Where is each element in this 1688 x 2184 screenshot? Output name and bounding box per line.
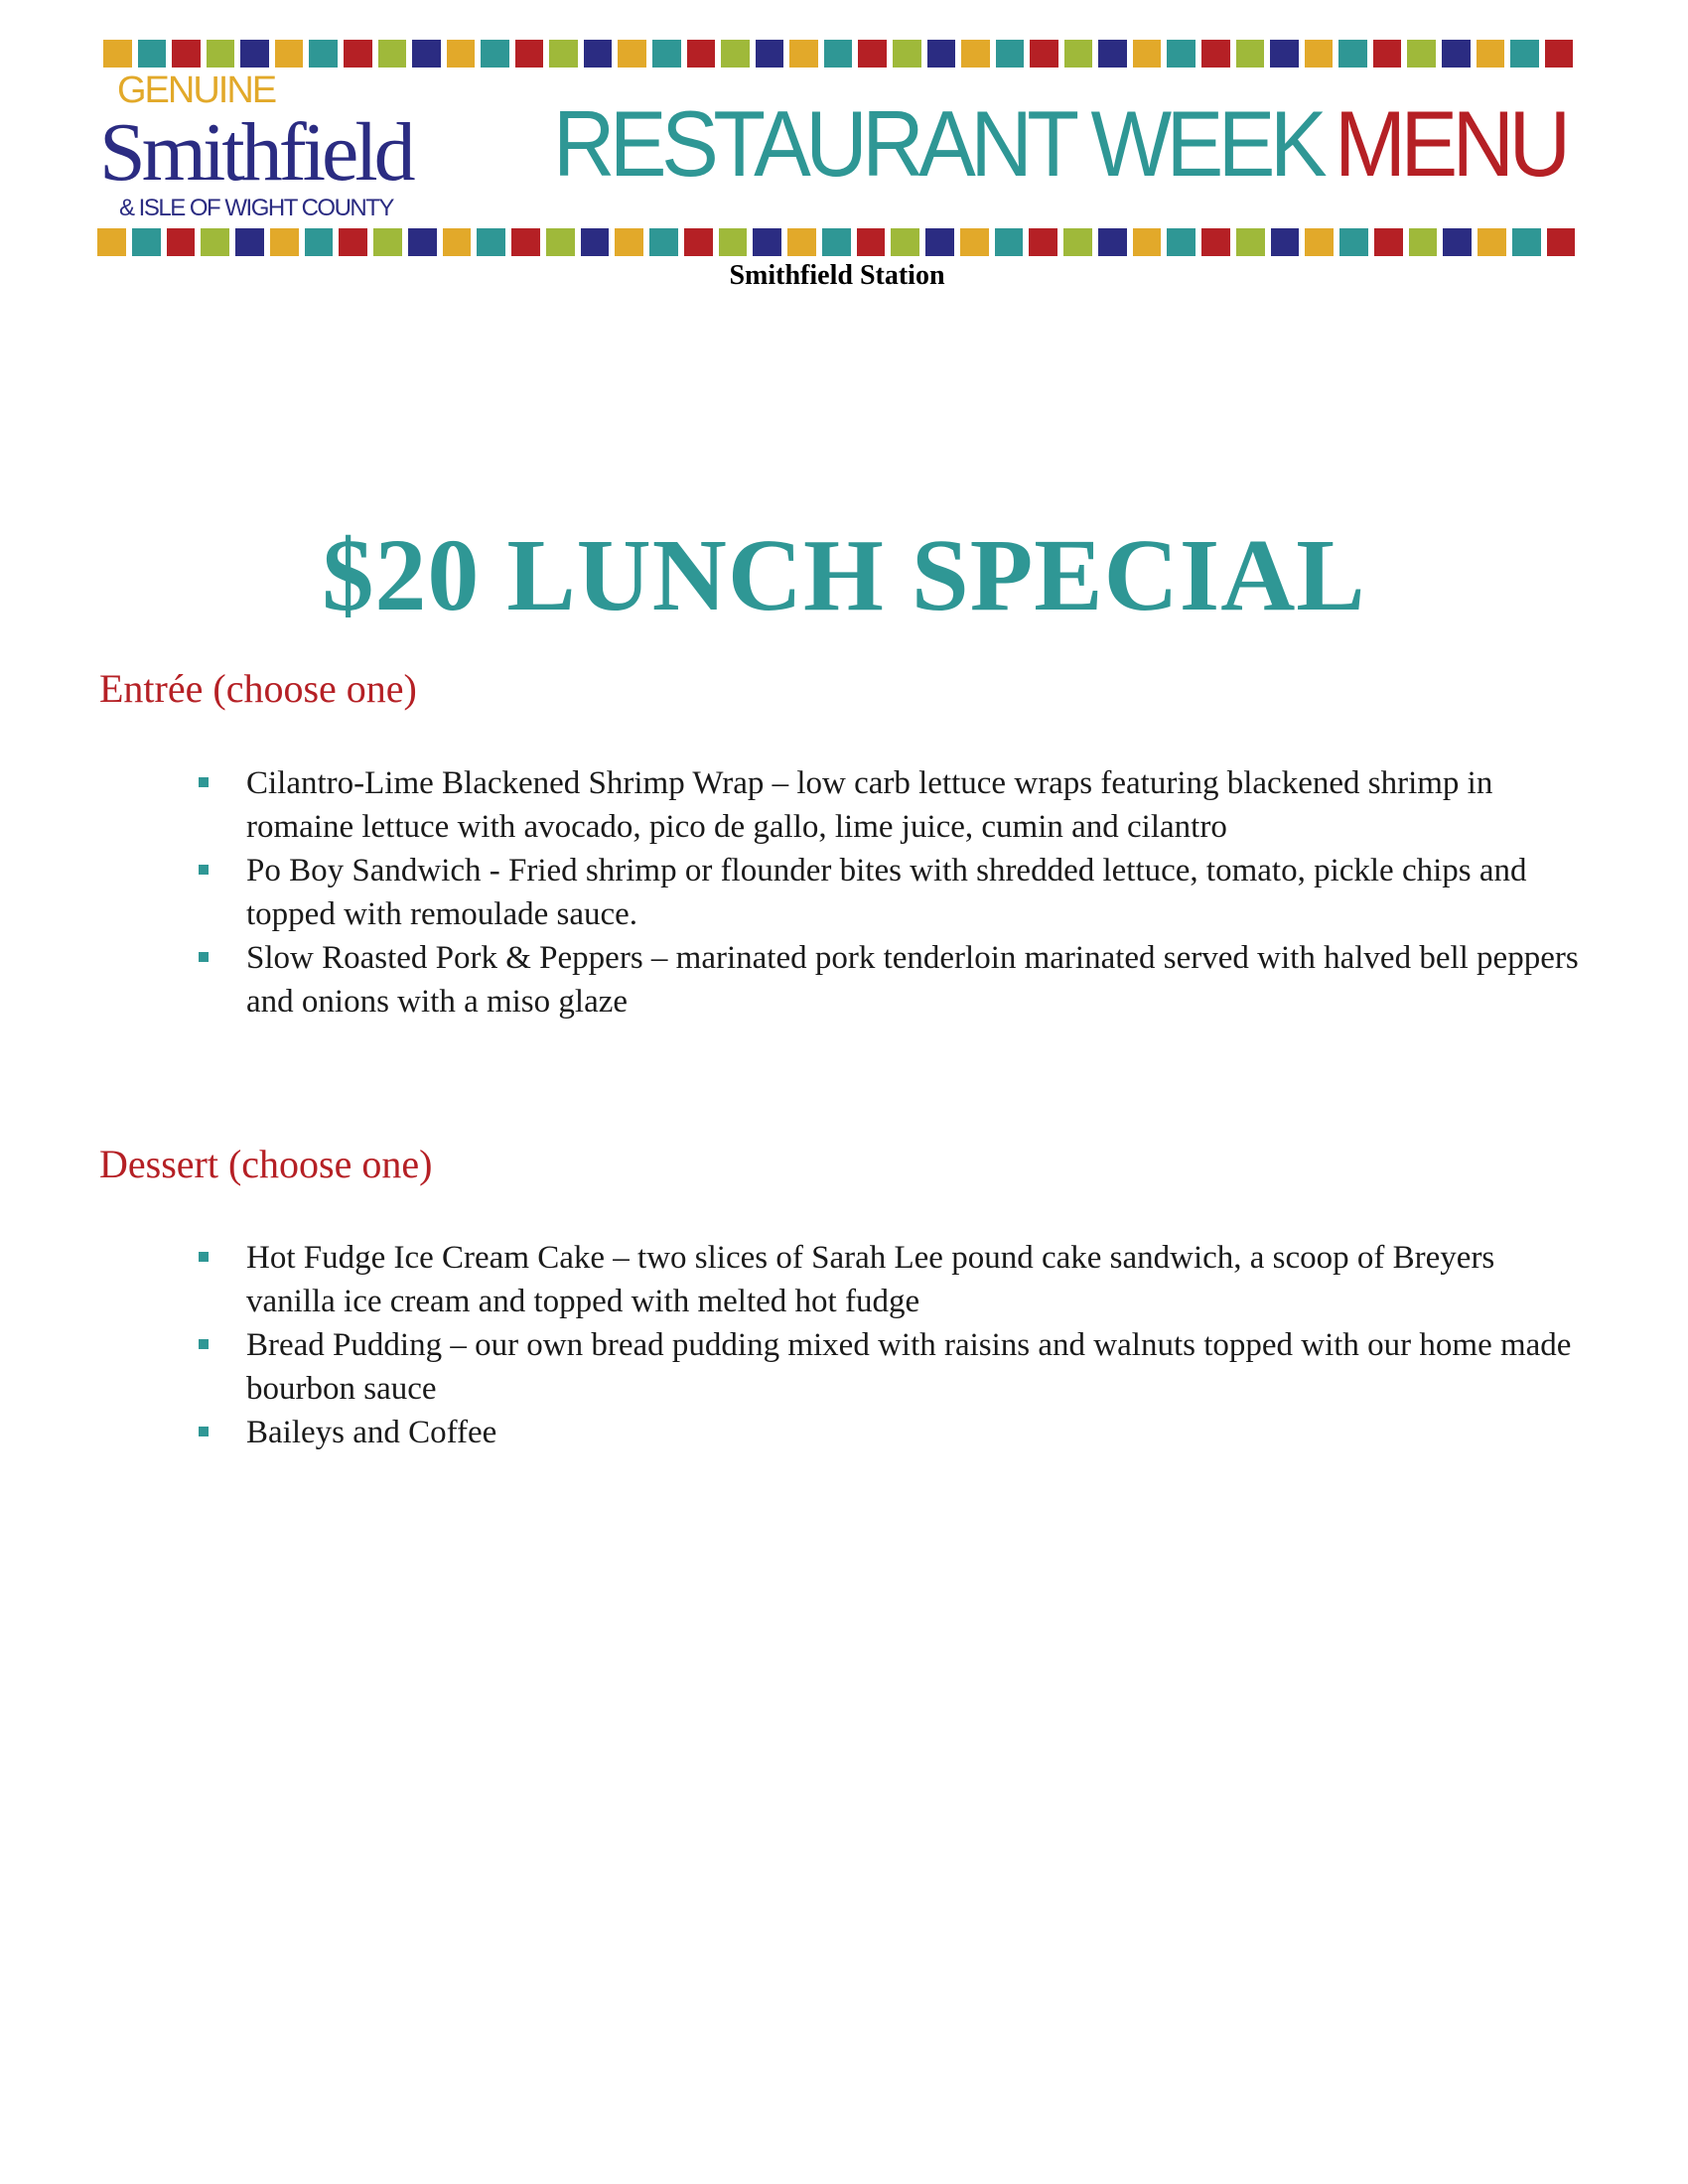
color-square: [408, 228, 437, 256]
page-title: $20 LUNCH SPECIAL: [322, 518, 1366, 632]
logo-genuine: GENUINE: [117, 69, 276, 111]
color-square: [1270, 40, 1299, 68]
dessert-list: [199, 1236, 1589, 1454]
color-square: [1271, 228, 1300, 256]
color-square: [270, 228, 299, 256]
color-strip-top: [103, 40, 1573, 68]
color-square: [1098, 40, 1127, 68]
color-square: [339, 228, 367, 256]
color-square: [618, 40, 646, 68]
color-square: [824, 40, 853, 68]
list-item: Hot Fudge Ice Cream Cake – two slices of Sarah Lee pound cake sandwich, a scoop of Breyers vanilla ice cream and topped with melted hot fudge: [199, 1236, 1589, 1323]
list-item: Slow Roasted Pork & Peppers – marinated pork tenderloin marinated served with halved bell peppers and onions with a miso glaze: [199, 936, 1589, 1024]
color-square: [1442, 40, 1471, 68]
genuine-smithfield-logo: [99, 71, 516, 220]
color-square: [822, 228, 851, 256]
color-square: [1133, 40, 1162, 68]
color-square: [344, 40, 372, 68]
list-item: Baileys and Coffee: [199, 1411, 1589, 1454]
color-square: [546, 228, 575, 256]
color-square: [447, 40, 476, 68]
color-square: [309, 40, 338, 68]
color-square: [858, 40, 887, 68]
logo-isle: & ISLE OF WIGHT COUNTY: [119, 195, 393, 221]
color-square: [138, 40, 167, 68]
list-item: Po Boy Sandwich - Fried shrimp or flounder bites with shredded lettuce, tomato, pickle chips and topped with remoulade sauce.: [199, 849, 1589, 936]
color-square: [549, 40, 578, 68]
color-square: [615, 228, 643, 256]
color-square: [857, 228, 886, 256]
color-square: [995, 228, 1024, 256]
color-square: [1443, 228, 1472, 256]
dessert-heading: Dessert (choose one): [99, 1142, 433, 1186]
color-square: [756, 40, 784, 68]
list-item: Cilantro-Lime Blackened Shrimp Wrap – low carb lettuce wraps featuring blackened shrimp in romaine lettuce with avocado, pico de gallo, lime juice, cumin and cilantro: [199, 761, 1589, 849]
color-strip-bottom: [97, 228, 1575, 256]
color-square: [584, 40, 613, 68]
color-square: [789, 40, 818, 68]
color-square: [1167, 228, 1196, 256]
color-square: [1236, 228, 1265, 256]
color-square: [235, 228, 264, 256]
color-square: [172, 40, 201, 68]
color-square: [652, 40, 681, 68]
color-square: [103, 40, 132, 68]
color-square: [1064, 40, 1093, 68]
color-square: [1547, 228, 1576, 256]
color-square: [961, 40, 990, 68]
color-square: [201, 228, 229, 256]
color-square: [1201, 40, 1230, 68]
color-square: [1477, 40, 1505, 68]
color-square: [1305, 228, 1334, 256]
color-square: [996, 40, 1025, 68]
banner-restaurant-week: RESTAURANT WEEK: [553, 91, 1323, 196]
color-square: [207, 40, 235, 68]
banner-title: [553, 91, 1566, 196]
color-square: [378, 40, 407, 68]
color-square: [1339, 228, 1368, 256]
color-square: [581, 228, 610, 256]
color-square: [721, 40, 750, 68]
color-square: [719, 228, 748, 256]
color-square: [443, 228, 472, 256]
color-square: [515, 40, 544, 68]
color-square: [1063, 228, 1092, 256]
color-square: [477, 228, 505, 256]
color-square: [960, 228, 989, 256]
color-square: [1373, 40, 1402, 68]
color-square: [1545, 40, 1574, 68]
restaurant-name: Smithfield Station: [729, 260, 945, 291]
color-square: [132, 228, 161, 256]
color-square: [1510, 40, 1539, 68]
color-square: [1305, 40, 1334, 68]
color-square: [684, 228, 713, 256]
color-square: [1374, 228, 1403, 256]
color-square: [1407, 40, 1436, 68]
color-square: [753, 228, 781, 256]
entree-heading: Entrée (choose one): [99, 666, 417, 711]
color-square: [412, 40, 441, 68]
color-square: [927, 40, 956, 68]
color-square: [275, 40, 304, 68]
color-square: [1409, 228, 1438, 256]
color-square: [1477, 228, 1506, 256]
color-square: [1030, 40, 1058, 68]
color-square: [97, 228, 126, 256]
color-square: [305, 228, 334, 256]
color-square: [787, 228, 816, 256]
color-square: [1338, 40, 1367, 68]
color-square: [1098, 228, 1127, 256]
color-square: [1167, 40, 1196, 68]
color-square: [893, 40, 921, 68]
color-square: [891, 228, 919, 256]
banner-menu: MENU: [1334, 91, 1566, 196]
list-item: Bread Pudding – our own bread pudding mixed with raisins and walnuts topped with our home made bourbon sauce: [199, 1323, 1589, 1411]
logo-smithfield: Smithfield: [99, 106, 412, 199]
color-square: [1133, 228, 1162, 256]
color-square: [167, 228, 196, 256]
color-square: [687, 40, 716, 68]
color-square: [1029, 228, 1057, 256]
color-square: [1236, 40, 1265, 68]
color-square: [1512, 228, 1541, 256]
color-square: [1201, 228, 1230, 256]
color-square: [649, 228, 678, 256]
color-square: [481, 40, 509, 68]
entree-list: [199, 761, 1589, 1024]
color-square: [925, 228, 954, 256]
color-square: [373, 228, 402, 256]
color-square: [240, 40, 269, 68]
color-square: [511, 228, 540, 256]
